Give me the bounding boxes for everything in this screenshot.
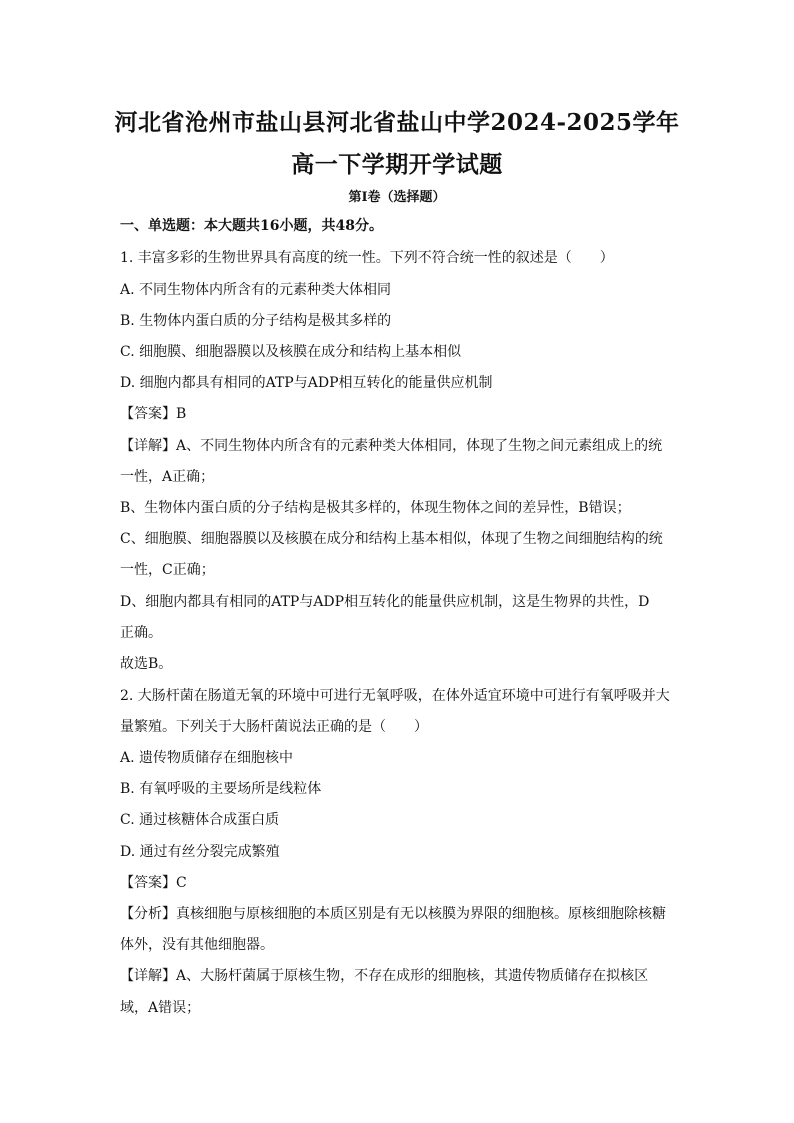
exam-title-line-2: 高一下学期开学试题 bbox=[291, 151, 503, 178]
question-1-detail-line: D、细胞内都具有相同的ATP与ADP相互转化的能量供应机制，这是生物界的共性，D bbox=[120, 594, 650, 610]
question-1-detail-line: 【详解】A、不同生物体内所含有的元素种类大体相同，体现了生物之间元素组成上的统 bbox=[120, 438, 663, 454]
question-2-option-b: B. 有氧呼吸的主要场所是线粒体 bbox=[120, 781, 322, 797]
question-1-option-b: B. 生物体内蛋白质的分子结构是极其多样的 bbox=[120, 313, 392, 329]
question-1-conclusion: 故选B。 bbox=[120, 656, 173, 672]
question-1-answer: 【答案】B bbox=[120, 406, 187, 422]
question-1-detail-line: 一性，C正确； bbox=[120, 562, 215, 578]
question-2-option-d: D. 通过有丝分裂完成繁殖 bbox=[120, 844, 280, 860]
question-2-option-a: A. 遗传物质储存在细胞核中 bbox=[120, 750, 294, 766]
question-2-analysis-line: 体外，没有其他细胞器。 bbox=[120, 937, 274, 953]
question-1-detail-line: 正确。 bbox=[120, 625, 162, 641]
question-1-stem: 1. 丰富多彩的生物世界具有高度的统一性。下列不符合统一性的叙述是（ ） bbox=[120, 250, 614, 266]
section-heading: 一、单选题：本大题共16小题，共48分。 bbox=[120, 218, 383, 234]
question-1-option-d: D. 细胞内都具有相同的ATP与ADP相互转化的能量供应机制 bbox=[120, 375, 493, 391]
question-2-answer: 【答案】C bbox=[120, 875, 187, 891]
question-2-detail-line: 域，A错误； bbox=[120, 1000, 201, 1016]
question-1-detail-line: 一性，A正确； bbox=[120, 469, 215, 485]
question-2-stem-line: 量繁殖。下列关于大肠杆菌说法正确的是（ ） bbox=[120, 719, 428, 735]
volume-subtitle: 第Ⅰ卷（选择题） bbox=[348, 190, 446, 205]
question-2-detail-line: 【详解】A、大肠杆菌属于原核生物，不存在成形的细胞核，其遗传物质储存在拟核区 bbox=[120, 968, 649, 984]
exam-title-line-1: 河北省沧州市盐山县河北省盐山中学2024-2025学年 bbox=[114, 109, 680, 136]
question-1-detail-line: B、生物体内蛋白质的分子结构是极其多样的，体现生物体之间的差异性，B错误； bbox=[120, 500, 631, 516]
question-1-detail-line: C、细胞膜、细胞器膜以及核膜在成分和结构上基本相似，体现了生物之间细胞结构的统 bbox=[120, 531, 663, 547]
question-1-option-c: C. 细胞膜、细胞器膜以及核膜在成分和结构上基本相似 bbox=[120, 344, 462, 360]
question-2-option-c: C. 通过核糖体合成蛋白质 bbox=[120, 812, 280, 828]
question-2-stem-line: 2. 大肠杆菌在肠道无氧的环境中可进行无氧呼吸，在体外适宜环境中可进行有氧呼吸并大 bbox=[120, 688, 670, 704]
question-2-analysis-line: 【分析】真核细胞与原核细胞的本质区别是有无以核膜为界限的细胞核。原核细胞除核糖 bbox=[120, 906, 666, 922]
question-1-option-a: A. 不同生物体内所含有的元素种类大体相同 bbox=[120, 282, 392, 298]
